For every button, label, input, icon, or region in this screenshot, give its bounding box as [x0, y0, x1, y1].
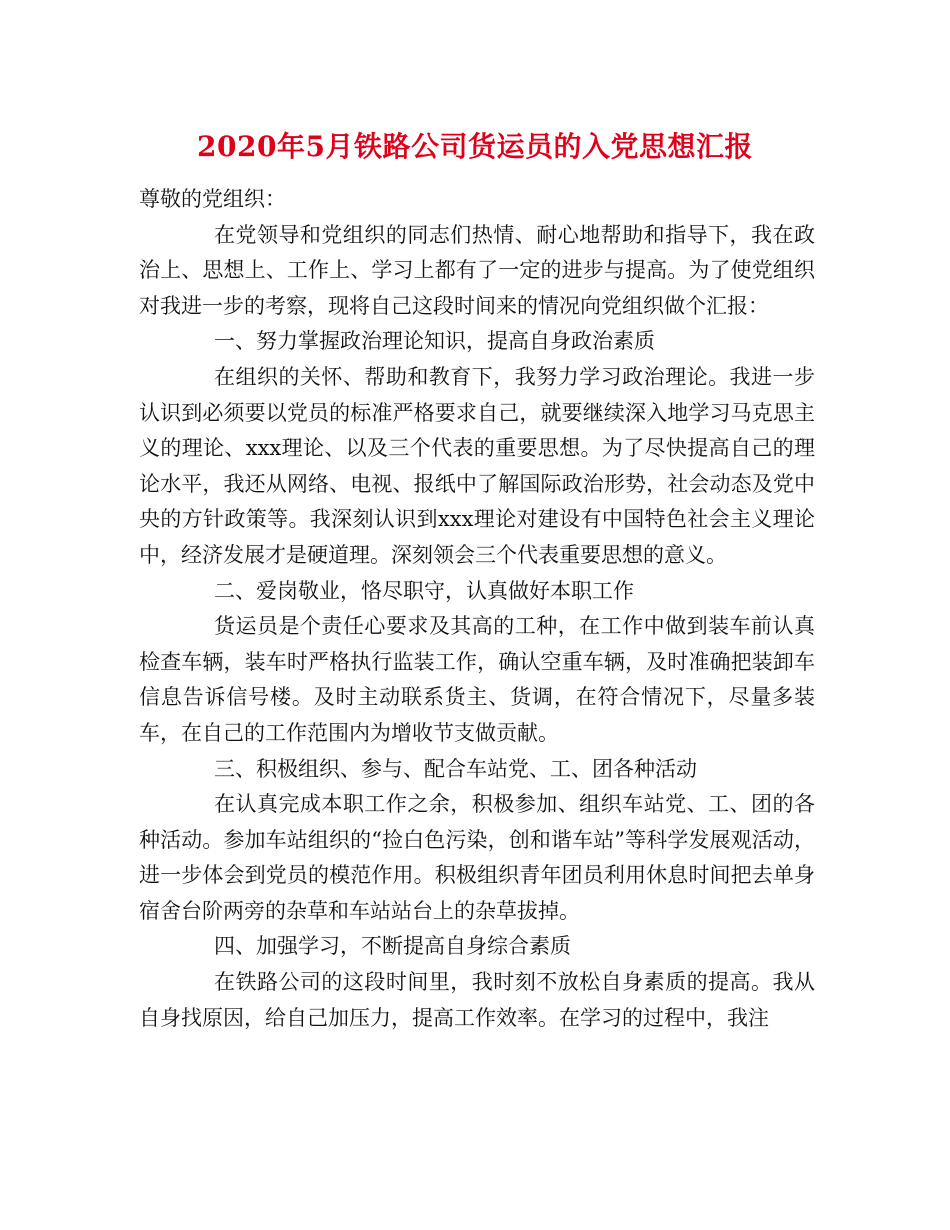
document-title: 2020年5月铁路公司货运员的入党思想汇报 — [197, 130, 753, 163]
section-heading-3: 三、积极组织、参与、配合车站党、工、团各种活动 — [214, 756, 697, 781]
section-heading-1: 一、努力掌握政治理论知识，提高自身政治素质 — [214, 329, 655, 354]
salutation: 尊敬的党组织： — [139, 187, 286, 211]
paragraph-section-4: 在铁路公司的这段时间里，我时刻不放松自身素质的提高。我从自身找原因，给自己加压力，提高工作效率。在学习的过程中，我注 — [139, 970, 815, 1030]
paragraph-section-3: 在认真完成本职工作之余，积极参加、组织车站党、工、团的各种活动。参加车站组织的“捡白色污染，创和谐车站”等科学发展观活动，进一步体会到党员的模范作用。积极组织青年团员利用休息时间把去单身宿舍台阶两旁的杂草和车站站台上的杂草拔掉。 — [139, 792, 815, 923]
paragraph-section-1: 在组织的关怀、帮助和教育下，我努力学习政治理论。我进一步认识到必须要以党员的标准严格要求自己，就要继续深入地学习马克思主义的理论、xxx理论、以及三个代表的重要思想。为了尽快提高自己的理论水平，我还从网络、电视、报纸中了解国际政治形势，社会动态及党中央的方针政策等。我深刻认识到xxx理论对建设有中国特色社会主义理论中，经济发展才是硬道理。深刻领会三个代表重要思想的意义。 — [139, 364, 815, 567]
section-heading-4: 四、加强学习，不断提高自身综合素质 — [214, 934, 571, 959]
document-body — [139, 182, 815, 1036]
paragraph-section-2: 货运员是个责任心要求及其高的工种，在工作中做到装车前认真检查车辆，装车时严格执行监装工作，确认空重车辆，及时准确把装卸车信息告诉信号楼。及时主动联系货主、货调，在符合情况下，尽量多装车，在自己的工作范围内为增收节支做贡献。 — [139, 614, 815, 745]
paragraph-intro: 在党领导和党组织的同志们热情、耐心地帮助和指导下，我在政治上、思想上、工作上、学习上都有了一定的进步与提高。为了使党组织对我进一步的考察，现将自己这段时间来的情况向党组织做个汇报： — [139, 222, 815, 318]
section-heading-2: 二、爱岗敬业，恪尽职守，认真做好本职工作 — [214, 578, 634, 603]
